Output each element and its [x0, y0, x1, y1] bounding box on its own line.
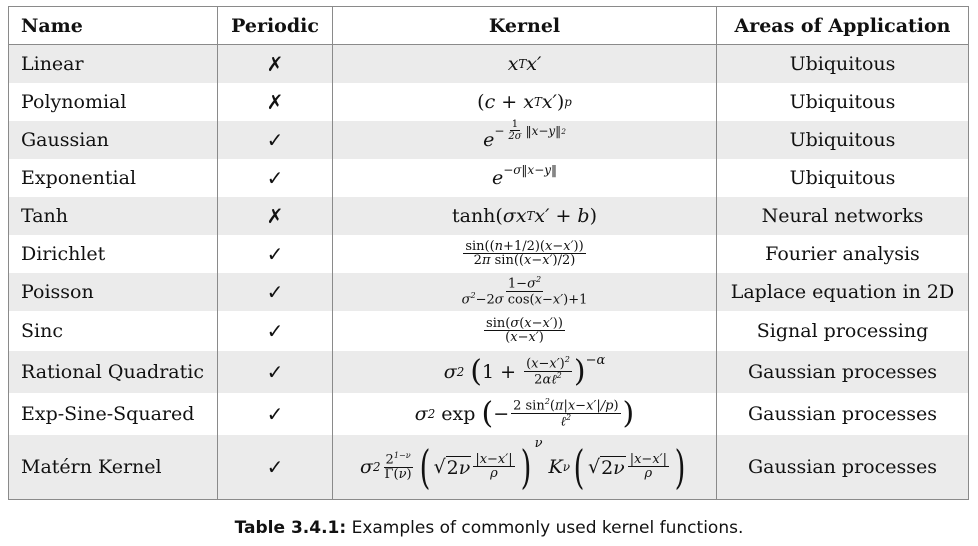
kernel-formula: tanh( σx T x′ + b ) — [333, 197, 717, 235]
kernel-formula: σ 2 ( 1 + $\frac{(x-x')^2}{2\alpha\ell^2}$ ) −α — [333, 351, 717, 393]
header-periodic: Periodic — [218, 7, 333, 44]
kernel-formula: $\frac{\sin((n+1/2)(x-x'))}{\text{2π sin((x−x′)/2)}}$ — [333, 235, 717, 273]
periodic-mark: ✗ — [218, 45, 333, 83]
periodic-mark: ✗ — [218, 83, 333, 121]
kernel-name: Poisson — [9, 273, 218, 311]
table-row — [9, 435, 968, 499]
table-row — [9, 197, 968, 235]
application-area: Gaussian processes — [748, 403, 937, 425]
kernel-formula: e − $\frac{1}{2\sigma}$ ‖x−y‖ 2 — [333, 121, 717, 159]
header-name: Name — [9, 7, 218, 44]
table-row — [9, 273, 968, 311]
caption-label: Table 3.4.1: — [234, 518, 347, 538]
kernel-name: Rational Quadratic — [9, 351, 218, 393]
application-area: Neural networks — [761, 205, 924, 227]
caption-text: Examples of commonly used kernel functions. — [351, 518, 744, 538]
kernel-formula: ( c + x T x′ ) p — [333, 83, 717, 121]
kernel-formula: e −σ‖x−y‖ — [333, 159, 717, 197]
table-row — [9, 235, 968, 273]
application-area: Gaussian processes — [748, 361, 937, 383]
kernel-table — [8, 6, 969, 500]
periodic-mark: ✓ — [218, 393, 333, 435]
periodic-mark: ✓ — [218, 311, 333, 351]
kernel-name: Gaussian — [9, 121, 218, 159]
table-row — [9, 159, 968, 197]
kernel-name: Polynomial — [9, 83, 218, 121]
periodic-mark: ✓ — [218, 435, 333, 499]
kernel-formula: $\frac{1-\sigma^2}{\sigma^2-2\sigma \cos(x-x')+1}$ — [333, 273, 717, 311]
table-row — [9, 83, 968, 121]
application-area: Laplace equation in 2D — [730, 281, 955, 303]
application-area: Fourier analysis — [765, 243, 920, 265]
application-area: Ubiquitous — [789, 129, 896, 151]
kernel-name: Linear — [9, 45, 218, 83]
application-area: Ubiquitous — [789, 167, 896, 189]
periodic-mark: ✓ — [218, 121, 333, 159]
kernel-name: Tanh — [9, 197, 218, 235]
kernel-formula: $\frac{\sin(\sigma(x-x'))}{(x-x')}$ — [333, 311, 717, 351]
periodic-mark: ✓ — [218, 159, 333, 197]
header-kernel: Kernel — [333, 7, 717, 44]
periodic-mark: ✗ — [218, 197, 333, 235]
table-row — [9, 118, 968, 159]
kernel-name: Matérn Kernel — [9, 435, 218, 499]
kernel-formula: x T x′ — [333, 45, 717, 83]
table-row — [9, 351, 968, 393]
kernel-formula: σ 2 $\frac{2^{1-\nu}}{\Gamma(\nu)}$ ( √ 2ν $\frac{|x-x'|}{\rho}$ ) ν K ν ( √ 2ν $\frac{|x-x'|}{\rho}$ ) — [333, 435, 717, 499]
application-area: Signal processing — [756, 320, 929, 342]
periodic-mark: ✓ — [218, 273, 333, 311]
application-area: Gaussian processes — [748, 456, 937, 478]
table-header-row — [9, 7, 968, 44]
application-area: Ubiquitous — [789, 91, 896, 113]
header-areas: Areas of Application — [734, 14, 951, 37]
kernel-name: Dirichlet — [9, 235, 218, 273]
periodic-mark: ✓ — [218, 235, 333, 273]
kernel-name: Exp-Sine-Squared — [9, 393, 218, 435]
table-row — [9, 45, 968, 83]
kernel-formula: σ 2 exp ( − $\frac{2 \sin^2(\pi|x-x'|/p)}{\ell^2}$ ) — [333, 393, 717, 435]
application-area: Ubiquitous — [789, 53, 896, 75]
table-row — [9, 393, 968, 435]
kernel-name: Sinc — [9, 311, 218, 351]
kernel-name: Exponential — [9, 159, 218, 197]
table-caption — [0, 518, 978, 538]
periodic-mark: ✓ — [218, 351, 333, 393]
table-row — [9, 311, 968, 351]
